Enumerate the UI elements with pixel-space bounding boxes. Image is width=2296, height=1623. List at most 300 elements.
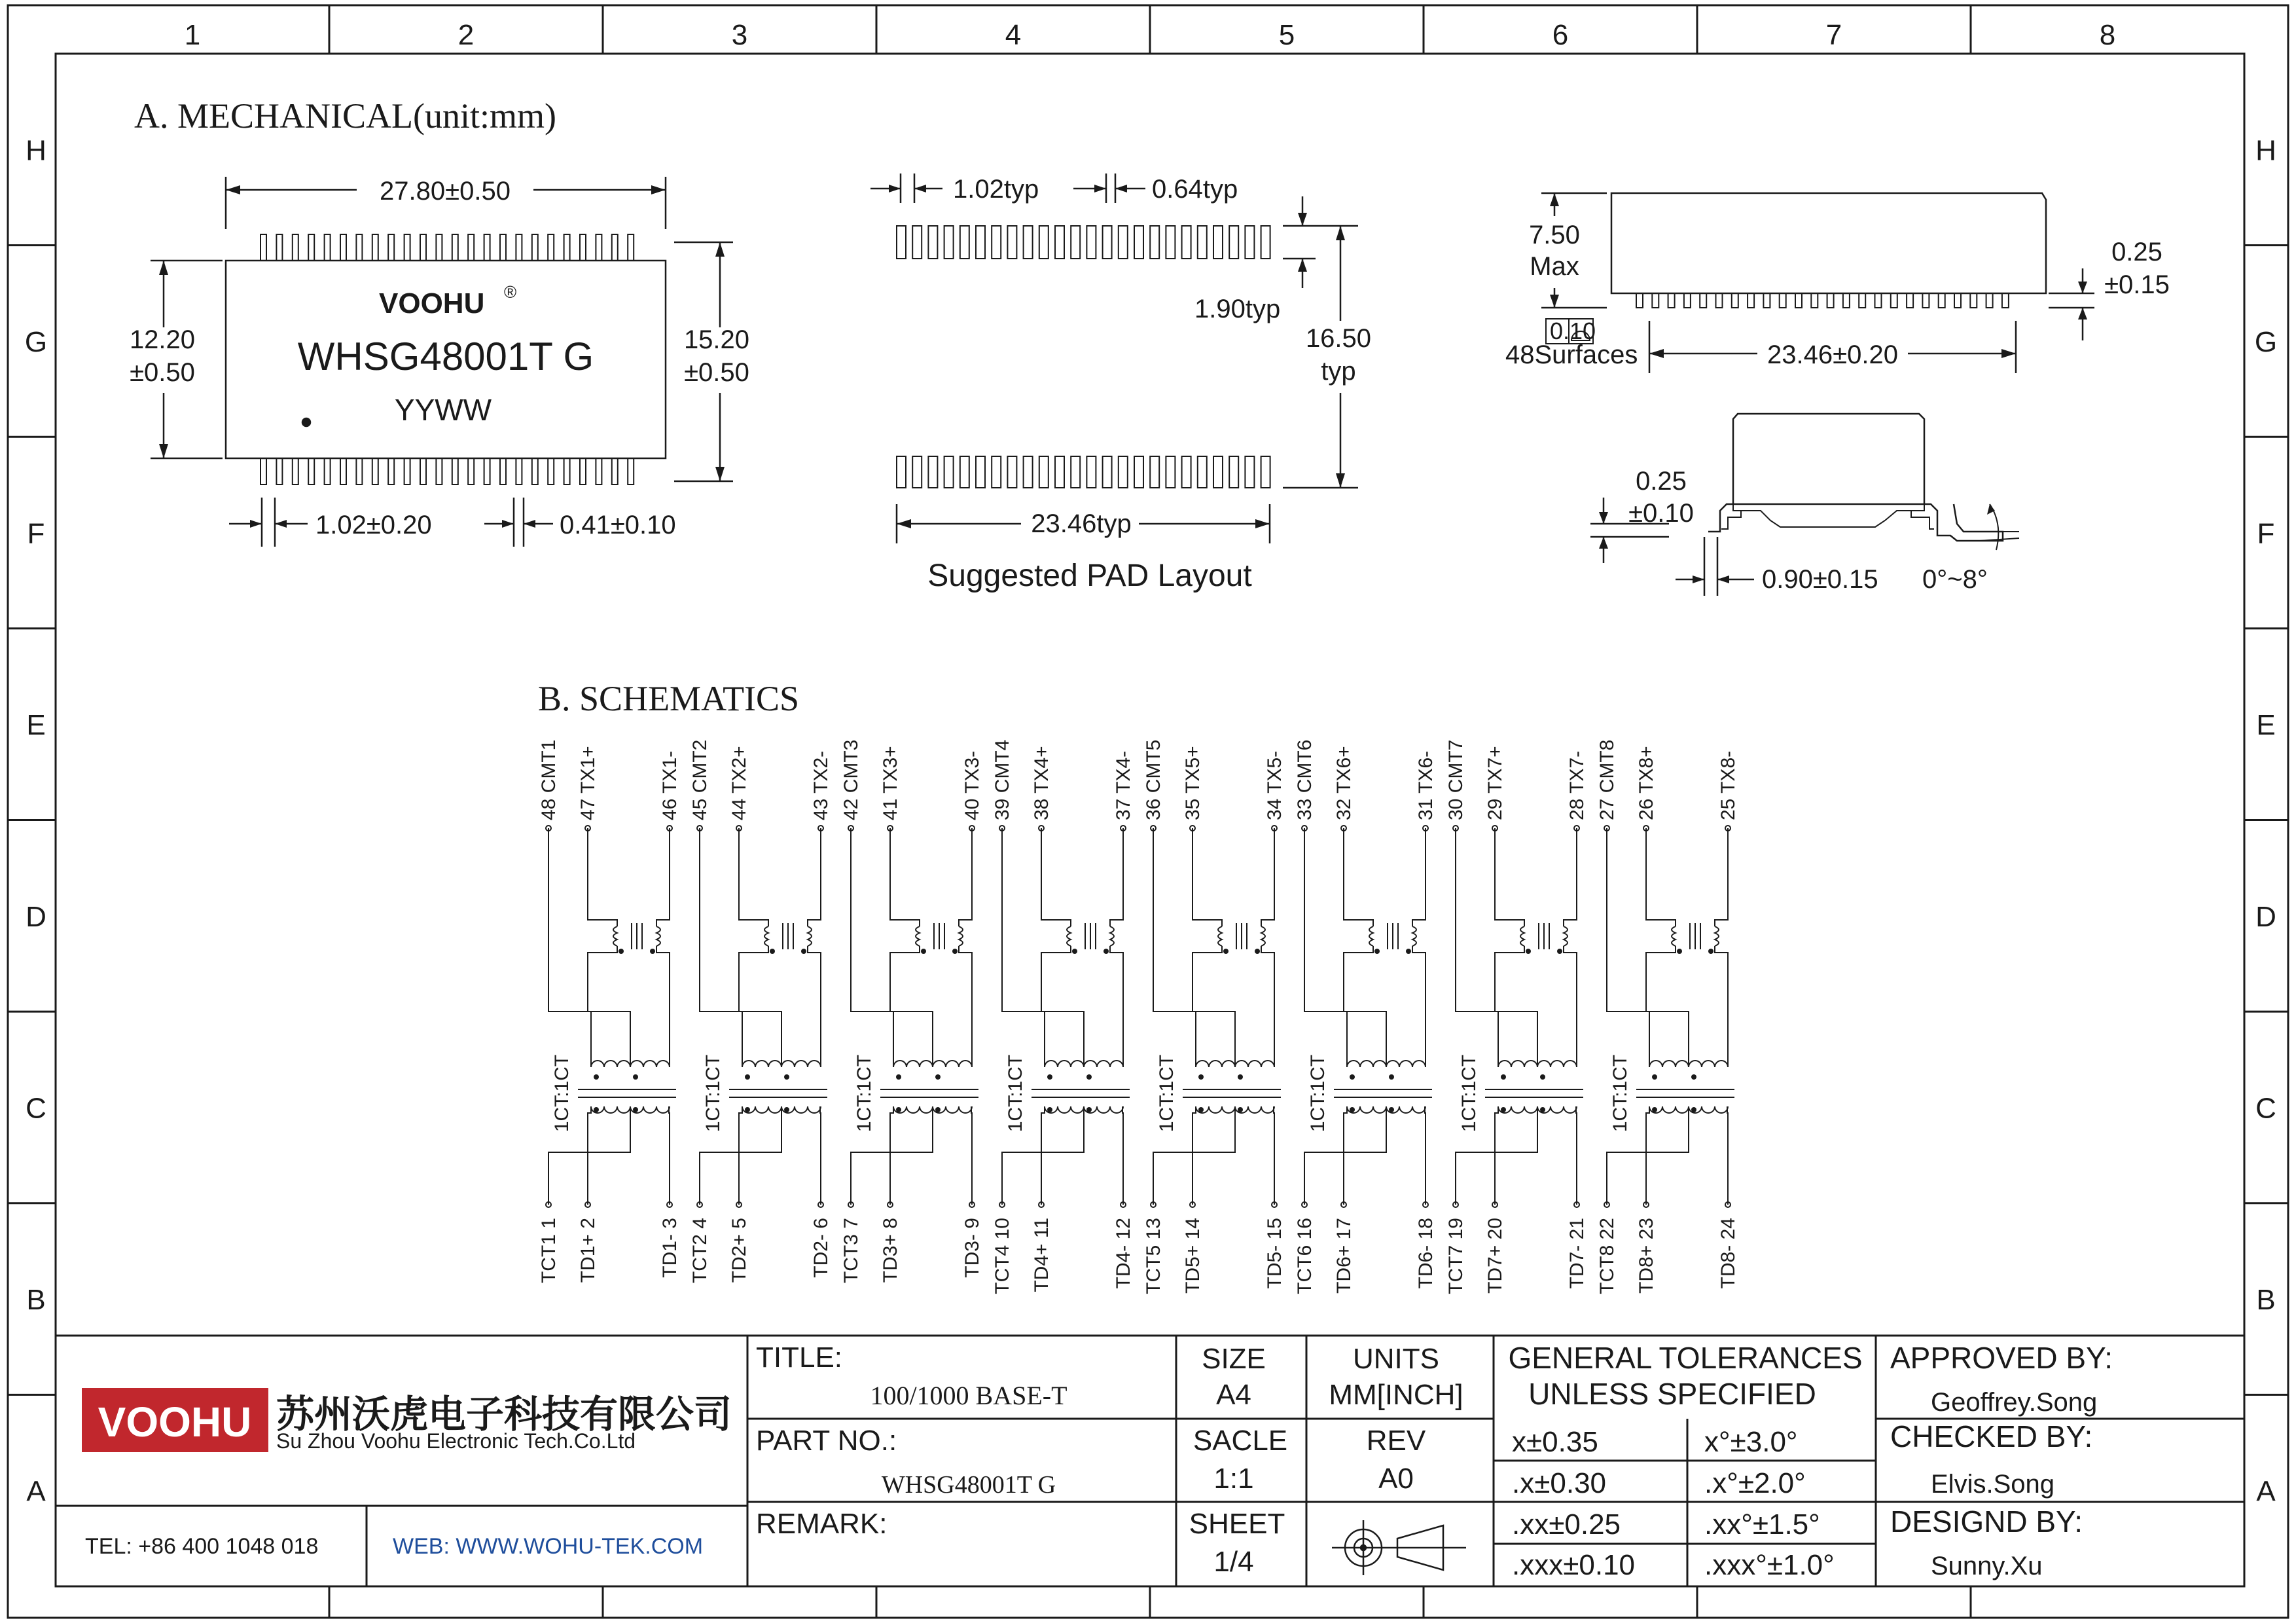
zone-row-label: A	[26, 1475, 46, 1508]
wire	[739, 828, 768, 926]
wire	[1041, 828, 1071, 926]
polarity-dot	[1691, 1074, 1696, 1080]
wire	[1412, 946, 1426, 1067]
zone-col-label: 5	[1278, 19, 1295, 51]
polarity-dot	[935, 1107, 941, 1112]
solder-pad	[1229, 456, 1238, 488]
solder-pad	[992, 456, 1001, 488]
solder-pad	[1150, 456, 1159, 488]
pin-label-top: 32 TX6+	[1333, 746, 1355, 820]
company-name-en: Su Zhou Voohu Electronic Tech.Co.Ltd	[276, 1429, 636, 1453]
wire	[1110, 946, 1123, 1067]
pin-label-bottom: TCT6 16	[1294, 1218, 1316, 1294]
wire	[890, 828, 920, 926]
choke-winding	[1261, 926, 1265, 946]
zone-row-label: D	[26, 900, 46, 933]
schematic-channel	[1445, 740, 1588, 1294]
title-label: TITLE:	[756, 1341, 843, 1374]
solder-pad	[944, 226, 954, 259]
package-lead	[596, 234, 601, 261]
zone-row-label: A	[2256, 1475, 2276, 1508]
side-lead	[1827, 293, 1834, 308]
side-lead	[1922, 293, 1929, 308]
part-label: PART NO.:	[756, 1425, 897, 1457]
designed-value: Sunny.Xu	[1931, 1552, 2043, 1580]
polarity-dot	[1047, 1074, 1052, 1080]
wire	[959, 946, 972, 1067]
mechanical-section	[130, 96, 2170, 596]
wire	[1261, 828, 1274, 926]
choke-winding	[959, 926, 963, 946]
package-lead	[628, 458, 634, 484]
side-lead	[1700, 293, 1706, 308]
tolerance-linear: .x±0.30	[1512, 1467, 1607, 1499]
dim-standoff: 0.25	[2111, 238, 2162, 266]
zone-row-label: H	[26, 134, 46, 167]
package-lead	[325, 458, 331, 484]
zone-col-label: 6	[1552, 19, 1569, 51]
polarity-dot	[1350, 1074, 1355, 1080]
dim-body-width: 12.20	[129, 325, 196, 354]
solder-pad	[897, 456, 906, 488]
solder-pad	[928, 456, 937, 488]
solder-pad	[960, 226, 969, 259]
solder-pad	[1198, 226, 1207, 259]
polarity-dot	[1652, 1107, 1657, 1112]
pad-caption: Suggested PAD Layout	[927, 558, 1252, 593]
pin-label-bottom: TCT2 4	[689, 1218, 711, 1284]
pin-label-bottom: TD7- 21	[1566, 1218, 1588, 1289]
approved-label: APPROVED BY:	[1890, 1341, 2113, 1375]
zone-col-label: 4	[1005, 19, 1022, 51]
company-web[interactable]: WEB: WWW.WOHU-TEK.COM	[393, 1534, 704, 1559]
solder-pad	[1213, 226, 1223, 259]
polarity-dot	[1540, 1074, 1545, 1080]
package-lead	[612, 458, 618, 484]
package-lead	[404, 234, 410, 261]
solder-pad	[1086, 226, 1096, 259]
zone-row-label: E	[2256, 709, 2276, 742]
center-tap-wire	[700, 828, 781, 1067]
zone-row-label: D	[2255, 900, 2276, 933]
solder-pad	[1024, 226, 1033, 259]
solder-pad	[992, 226, 1001, 259]
polarity-dot	[896, 1107, 901, 1112]
schematic-channel	[689, 740, 832, 1283]
zone-row-label: H	[2255, 134, 2276, 167]
polarity-dot	[1406, 949, 1411, 954]
part-value: WHSG48001T G	[881, 1471, 1056, 1499]
wire	[1344, 946, 1373, 1012]
side-lead	[1939, 293, 1945, 308]
package-lead	[532, 458, 538, 484]
wire	[1344, 828, 1373, 926]
package-lead	[452, 234, 458, 261]
polarity-dot	[633, 1107, 638, 1112]
polarity-dot	[1557, 949, 1562, 954]
scale-value: 1:1	[1213, 1463, 1254, 1495]
wire	[1646, 828, 1676, 926]
zone-row-label: B	[26, 1284, 46, 1317]
transformer-ratio: 1CT:1CT	[1458, 1054, 1480, 1133]
polarity-dot	[650, 949, 655, 954]
choke-winding	[656, 926, 660, 946]
side-lead	[1748, 293, 1754, 308]
zone-row-label: F	[2257, 517, 2275, 550]
polarity-dot	[1255, 949, 1260, 954]
center-tap-wire	[1002, 828, 1084, 1067]
top-leads	[260, 234, 634, 261]
solder-pad	[1086, 456, 1096, 488]
center-tap-wire	[1456, 828, 1537, 1067]
pin1-dot	[302, 418, 310, 426]
body-brand: VOOHU	[379, 287, 485, 319]
solder-pad	[897, 226, 906, 259]
rev-label: REV	[1366, 1425, 1426, 1457]
package-lead	[276, 458, 282, 484]
package-lead	[484, 234, 490, 261]
pin-label-bottom: TD4+ 11	[1031, 1218, 1052, 1292]
wire	[1715, 828, 1728, 926]
schematics-section	[538, 679, 1739, 1294]
wire	[971, 1106, 972, 1205]
tolerance-angular: .xxx°±1.0°	[1704, 1549, 1835, 1581]
solder-pad	[1182, 456, 1191, 488]
package-lead	[564, 234, 570, 261]
package-lead	[596, 458, 601, 484]
polarity-dot	[1540, 1107, 1545, 1112]
package-lead	[260, 458, 266, 484]
polarity-dot	[784, 1074, 789, 1080]
pin-label-top: 37 TX4-	[1113, 750, 1134, 820]
pin-label-bottom: TCT3 7	[840, 1218, 862, 1284]
pin-label-bottom: TD5- 15	[1264, 1218, 1285, 1289]
package-lead	[436, 234, 442, 261]
wire	[1715, 946, 1728, 1067]
pin-label-bottom: TD8+ 23	[1636, 1218, 1657, 1294]
package-lead	[372, 458, 378, 484]
dim-height-max: Max	[1530, 252, 1579, 281]
polarity-dot	[1652, 1074, 1657, 1080]
pin-label-bottom: TD3- 9	[961, 1218, 983, 1278]
wire	[1110, 828, 1123, 926]
scale-label: SACLE	[1193, 1425, 1288, 1457]
pin-label-top: 42 CMT3	[840, 739, 862, 820]
side-lead	[1859, 293, 1865, 308]
wire	[1727, 1106, 1728, 1205]
solder-pad	[1039, 226, 1049, 259]
tolerance-linear: .xxx±0.10	[1512, 1549, 1636, 1581]
solder-pad	[1119, 226, 1128, 259]
transformer-ratio: 1CT:1CT	[1156, 1054, 1177, 1133]
dim-foot-angle: 0°~8°	[1922, 565, 1988, 594]
choke-winding	[1110, 926, 1114, 946]
package-lead	[564, 458, 570, 484]
company-tel: TEL: +86 400 1048 018	[85, 1534, 319, 1559]
pad-width: 0.64typ	[1152, 175, 1238, 204]
choke-winding	[1067, 926, 1071, 946]
projection-symbol	[1332, 1520, 1466, 1575]
tolerance-angular: .x°±2.0°	[1704, 1467, 1806, 1499]
schematic-channel	[1143, 740, 1285, 1294]
units-value: MM[INCH]	[1329, 1379, 1463, 1411]
solder-pad	[960, 456, 969, 488]
side-lead	[1954, 293, 1961, 308]
polarity-dot	[594, 1074, 599, 1080]
pin-label-bottom: TCT5 13	[1143, 1218, 1164, 1294]
pad-row-length: 23.46typ	[1031, 509, 1132, 538]
package-lead	[420, 458, 426, 484]
polarity-dot	[1374, 949, 1380, 954]
package-lead	[308, 458, 314, 484]
pin-label-bottom: TCT7 19	[1445, 1218, 1467, 1294]
polarity-dot	[952, 949, 958, 954]
dim-length: 27.80±0.50	[380, 177, 511, 206]
solder-pad	[912, 226, 922, 259]
package-lead	[340, 458, 346, 484]
wire	[1495, 828, 1524, 926]
bottom-leads	[260, 458, 634, 484]
transformer-ratio: 1CT:1CT	[853, 1054, 875, 1133]
zone-col-label: 1	[184, 19, 201, 51]
size-value: A4	[1216, 1379, 1251, 1411]
side-lead	[1636, 293, 1643, 308]
schematic-channels	[538, 740, 1739, 1294]
polarity-dot	[784, 1107, 789, 1112]
center-tap-wire	[851, 828, 933, 1067]
side-lead	[1875, 293, 1882, 308]
package-lead	[628, 234, 634, 261]
polarity-dot	[921, 949, 926, 954]
sheet-label: SHEET	[1189, 1508, 1285, 1540]
solder-pad	[1007, 226, 1016, 259]
wire	[820, 1106, 821, 1205]
pin-label-top: 41 TX3+	[880, 746, 901, 820]
pin-label-top: 47 TX1+	[577, 746, 599, 820]
choke-winding	[764, 926, 768, 946]
pad-row-span-unit: typ	[1321, 357, 1356, 386]
solder-pad	[1007, 456, 1016, 488]
zone-col-label: 7	[1825, 19, 1842, 51]
polarity-dot	[1526, 949, 1531, 954]
solder-pad	[1024, 456, 1033, 488]
pin-label-bottom: TD2- 6	[810, 1218, 832, 1278]
center-tap-wire	[548, 828, 630, 1067]
polarity-dot	[619, 949, 624, 954]
side-lead	[1795, 293, 1802, 308]
transformer-ratio: 1CT:1CT	[551, 1054, 573, 1133]
wire	[1495, 946, 1524, 1012]
package-lead	[468, 234, 474, 261]
wire	[1576, 1106, 1577, 1205]
package-lead	[404, 458, 410, 484]
wire	[1344, 1106, 1347, 1205]
wire	[959, 828, 972, 926]
remark-label: REMARK:	[756, 1508, 888, 1540]
tolerance-subtitle: UNLESS SPECIFIED	[1528, 1377, 1816, 1411]
polarity-dot	[1350, 1107, 1355, 1112]
package-lead	[356, 234, 362, 261]
solder-pad	[1229, 226, 1238, 259]
pin-label-bottom: TD3+ 8	[880, 1218, 901, 1283]
package-lead	[436, 458, 442, 484]
choke-winding	[1672, 926, 1676, 946]
side-lead	[1652, 293, 1659, 308]
zone-col-label: 3	[731, 19, 748, 51]
choke-winding	[1520, 926, 1524, 946]
wire	[1564, 828, 1577, 926]
dim-lead-span: 23.46±0.20	[1767, 340, 1898, 369]
polarity-dot	[1198, 1074, 1204, 1080]
pad-pitch: 1.02typ	[953, 175, 1039, 204]
wire	[1041, 946, 1071, 1012]
side-view	[1505, 193, 2170, 373]
solder-pad	[928, 226, 937, 259]
wire	[588, 946, 617, 1012]
polarity-dot	[1103, 949, 1109, 954]
pin-label-top: 40 TX3-	[961, 750, 983, 820]
solder-pad	[1103, 226, 1112, 259]
wire	[808, 828, 821, 926]
side-lead	[1907, 293, 1913, 308]
dim-pitch: 1.02±0.20	[315, 511, 432, 539]
polarity-dot	[935, 1074, 941, 1080]
choke-winding	[1412, 926, 1416, 946]
pin-label-top: 35 TX5+	[1182, 746, 1204, 820]
mechanical-heading: A. MECHANICAL(unit:mm)	[134, 96, 556, 136]
pin-label-top: 30 CMT7	[1445, 739, 1467, 820]
package-lead	[500, 234, 506, 261]
transformer-ratio: 1CT:1CT	[702, 1054, 724, 1133]
pin-label-bottom: TD1+ 2	[577, 1218, 599, 1283]
pin-label-bottom: TD4- 12	[1113, 1218, 1134, 1289]
package-lead	[532, 234, 538, 261]
units-label: UNITS	[1353, 1343, 1439, 1375]
wire	[1193, 946, 1222, 1012]
pin-label-top: 29 TX7+	[1484, 746, 1506, 820]
polarity-dot	[745, 1107, 750, 1112]
side-lead	[1891, 293, 1897, 308]
side-lead	[1684, 293, 1691, 308]
package-lead	[612, 234, 618, 261]
transformer-ratio: 1CT:1CT	[1609, 1054, 1631, 1133]
package-lead	[484, 458, 490, 484]
solder-pad	[1071, 226, 1080, 259]
pin-label-top: 27 CMT8	[1596, 739, 1618, 820]
wire	[1261, 946, 1274, 1067]
pin-label-bottom: TD2+ 5	[728, 1218, 750, 1283]
schematic-channel	[840, 740, 983, 1283]
pad-row-top	[897, 226, 1270, 259]
schematic-channel	[1596, 740, 1739, 1294]
package-lead	[308, 234, 314, 261]
solder-pad	[1150, 226, 1159, 259]
approved-value: Geoffrey.Song	[1931, 1388, 2098, 1417]
pad-length: 1.90typ	[1194, 295, 1281, 323]
side-lead	[1780, 293, 1786, 308]
pin-label-top: 38 TX4+	[1031, 746, 1052, 820]
solder-pad	[944, 456, 954, 488]
polarity-dot	[745, 1074, 750, 1080]
pin-label-top: 28 TX7-	[1566, 750, 1588, 820]
wire	[588, 828, 617, 926]
tolerance-angular: x°±3.0°	[1704, 1426, 1798, 1458]
solder-pad	[976, 456, 985, 488]
side-lead	[1986, 293, 1993, 308]
wire	[1564, 946, 1577, 1067]
wire	[1041, 1106, 1045, 1205]
wire	[1193, 1106, 1196, 1205]
schematic-channel	[1294, 740, 1437, 1294]
zone-row-label: C	[2255, 1092, 2276, 1125]
pin-label-top: 31 TX6-	[1415, 750, 1437, 820]
package-lead	[468, 458, 474, 484]
pin-label-bottom: TD6+ 17	[1333, 1218, 1355, 1294]
package-lead	[260, 234, 266, 261]
end-view	[1590, 414, 2019, 596]
package-lead	[420, 234, 426, 261]
dim-lead-thickness: 0.25	[1636, 467, 1687, 496]
polarity-dot	[1238, 1074, 1243, 1080]
solder-pad	[1245, 456, 1254, 488]
pin-label-top: 44 TX2+	[728, 746, 750, 820]
pin-label-top: 48 CMT1	[538, 739, 560, 820]
polarity-dot	[1223, 949, 1229, 954]
solder-pad	[1245, 226, 1254, 259]
dim-height: 7.50	[1529, 221, 1580, 249]
body-datecode: YYWW	[394, 393, 492, 427]
package-lead	[372, 234, 378, 261]
tolerance-table	[1512, 1426, 1835, 1581]
body-part-number: WHSG48001T G	[297, 335, 594, 378]
dim-standoff-tol: ±0.15	[2104, 270, 2170, 299]
solder-pad	[1119, 456, 1128, 488]
side-lead	[1843, 293, 1850, 308]
solder-pad	[1261, 456, 1270, 488]
polarity-dot	[1501, 1074, 1506, 1080]
polarity-dot	[770, 949, 775, 954]
wire	[669, 1106, 670, 1205]
pin-label-bottom: TD8- 24	[1717, 1218, 1739, 1289]
schematic-channel	[538, 740, 681, 1283]
coplanarity-surfaces: 48Surfaces	[1505, 340, 1638, 369]
package-lead	[580, 458, 586, 484]
wire	[1425, 1106, 1426, 1205]
dim-lead-thickness-tol: ±0.10	[1628, 499, 1694, 528]
pin-label-bottom: TD1- 3	[659, 1218, 681, 1278]
pin-label-bottom: TCT1 1	[538, 1218, 560, 1284]
zone-row-label: G	[24, 325, 48, 358]
wire	[588, 1106, 591, 1205]
polarity-dot	[1238, 1107, 1243, 1112]
polarity-dot	[1708, 949, 1713, 954]
title-value: 100/1000 BASE-T	[870, 1381, 1067, 1410]
tolerance-linear: x±0.35	[1512, 1426, 1598, 1458]
wire	[739, 1106, 742, 1205]
dim-foot-length: 0.90±0.15	[1762, 565, 1878, 594]
wire	[1495, 1106, 1498, 1205]
solder-pad	[1039, 456, 1049, 488]
zone-row-label: G	[2254, 325, 2278, 358]
wire	[808, 946, 821, 1067]
pad-row-span: 16.50	[1305, 324, 1372, 353]
side-lead	[1668, 293, 1675, 308]
wire	[890, 946, 920, 1012]
pad-row-bottom	[897, 456, 1270, 488]
solder-pad	[1103, 456, 1112, 488]
solder-pad	[976, 226, 985, 259]
polarity-dot	[1677, 949, 1682, 954]
